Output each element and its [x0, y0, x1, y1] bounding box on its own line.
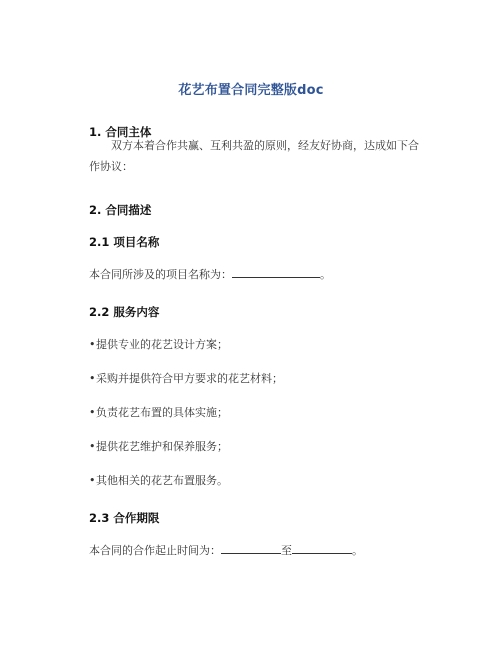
project-name-blank — [232, 267, 320, 278]
list-item — [89, 438, 228, 454]
bullet-icon: • — [89, 440, 96, 453]
bullet-icon: • — [89, 338, 96, 351]
end-date-blank — [292, 543, 352, 554]
list-item-text: 采购并提供符合甲方要求的花艺材料； — [96, 372, 283, 385]
period-end: 。 — [352, 544, 363, 557]
list-item-text: 负责花艺布置的具体实施； — [96, 406, 228, 419]
section-1-text: 双方本着合作共赢、互利共盈的原则，经友好协商，达成如下合作协议： — [89, 139, 419, 173]
bullet-icon: • — [89, 372, 96, 385]
list-item — [89, 404, 228, 420]
start-date-blank — [221, 543, 281, 554]
list-item — [89, 472, 228, 488]
list-item-text: 其他相关的花艺布置服务。 — [96, 474, 228, 487]
list-item — [89, 370, 283, 386]
period-to: 至 — [281, 544, 292, 557]
section-2-3-heading: 2.3 合作期限 — [89, 511, 160, 525]
bullet-icon: • — [89, 406, 96, 419]
section-2-2-heading: 2.2 服务内容 — [89, 305, 160, 319]
section-2-1-heading: 2.1 项目名称 — [89, 235, 160, 249]
project-name-end: 。 — [320, 268, 331, 281]
section-1-heading: 1. 合同主体 — [89, 125, 152, 139]
section-2-1-text — [89, 266, 331, 282]
bullet-icon: • — [89, 474, 96, 487]
list-item — [89, 336, 228, 352]
document-title: 花艺布置合同完整版doc — [178, 83, 324, 98]
project-name-label: 本合同所涉及的项目名称为： — [89, 268, 232, 281]
section-2-heading: 2. 合同描述 — [89, 203, 152, 217]
list-item-text: 提供花艺维护和保养服务； — [96, 440, 228, 453]
period-label: 本合同的合作起止时间为： — [89, 544, 221, 557]
section-2-3-text — [89, 542, 363, 558]
list-item-text: 提供专业的花艺设计方案； — [96, 338, 228, 351]
